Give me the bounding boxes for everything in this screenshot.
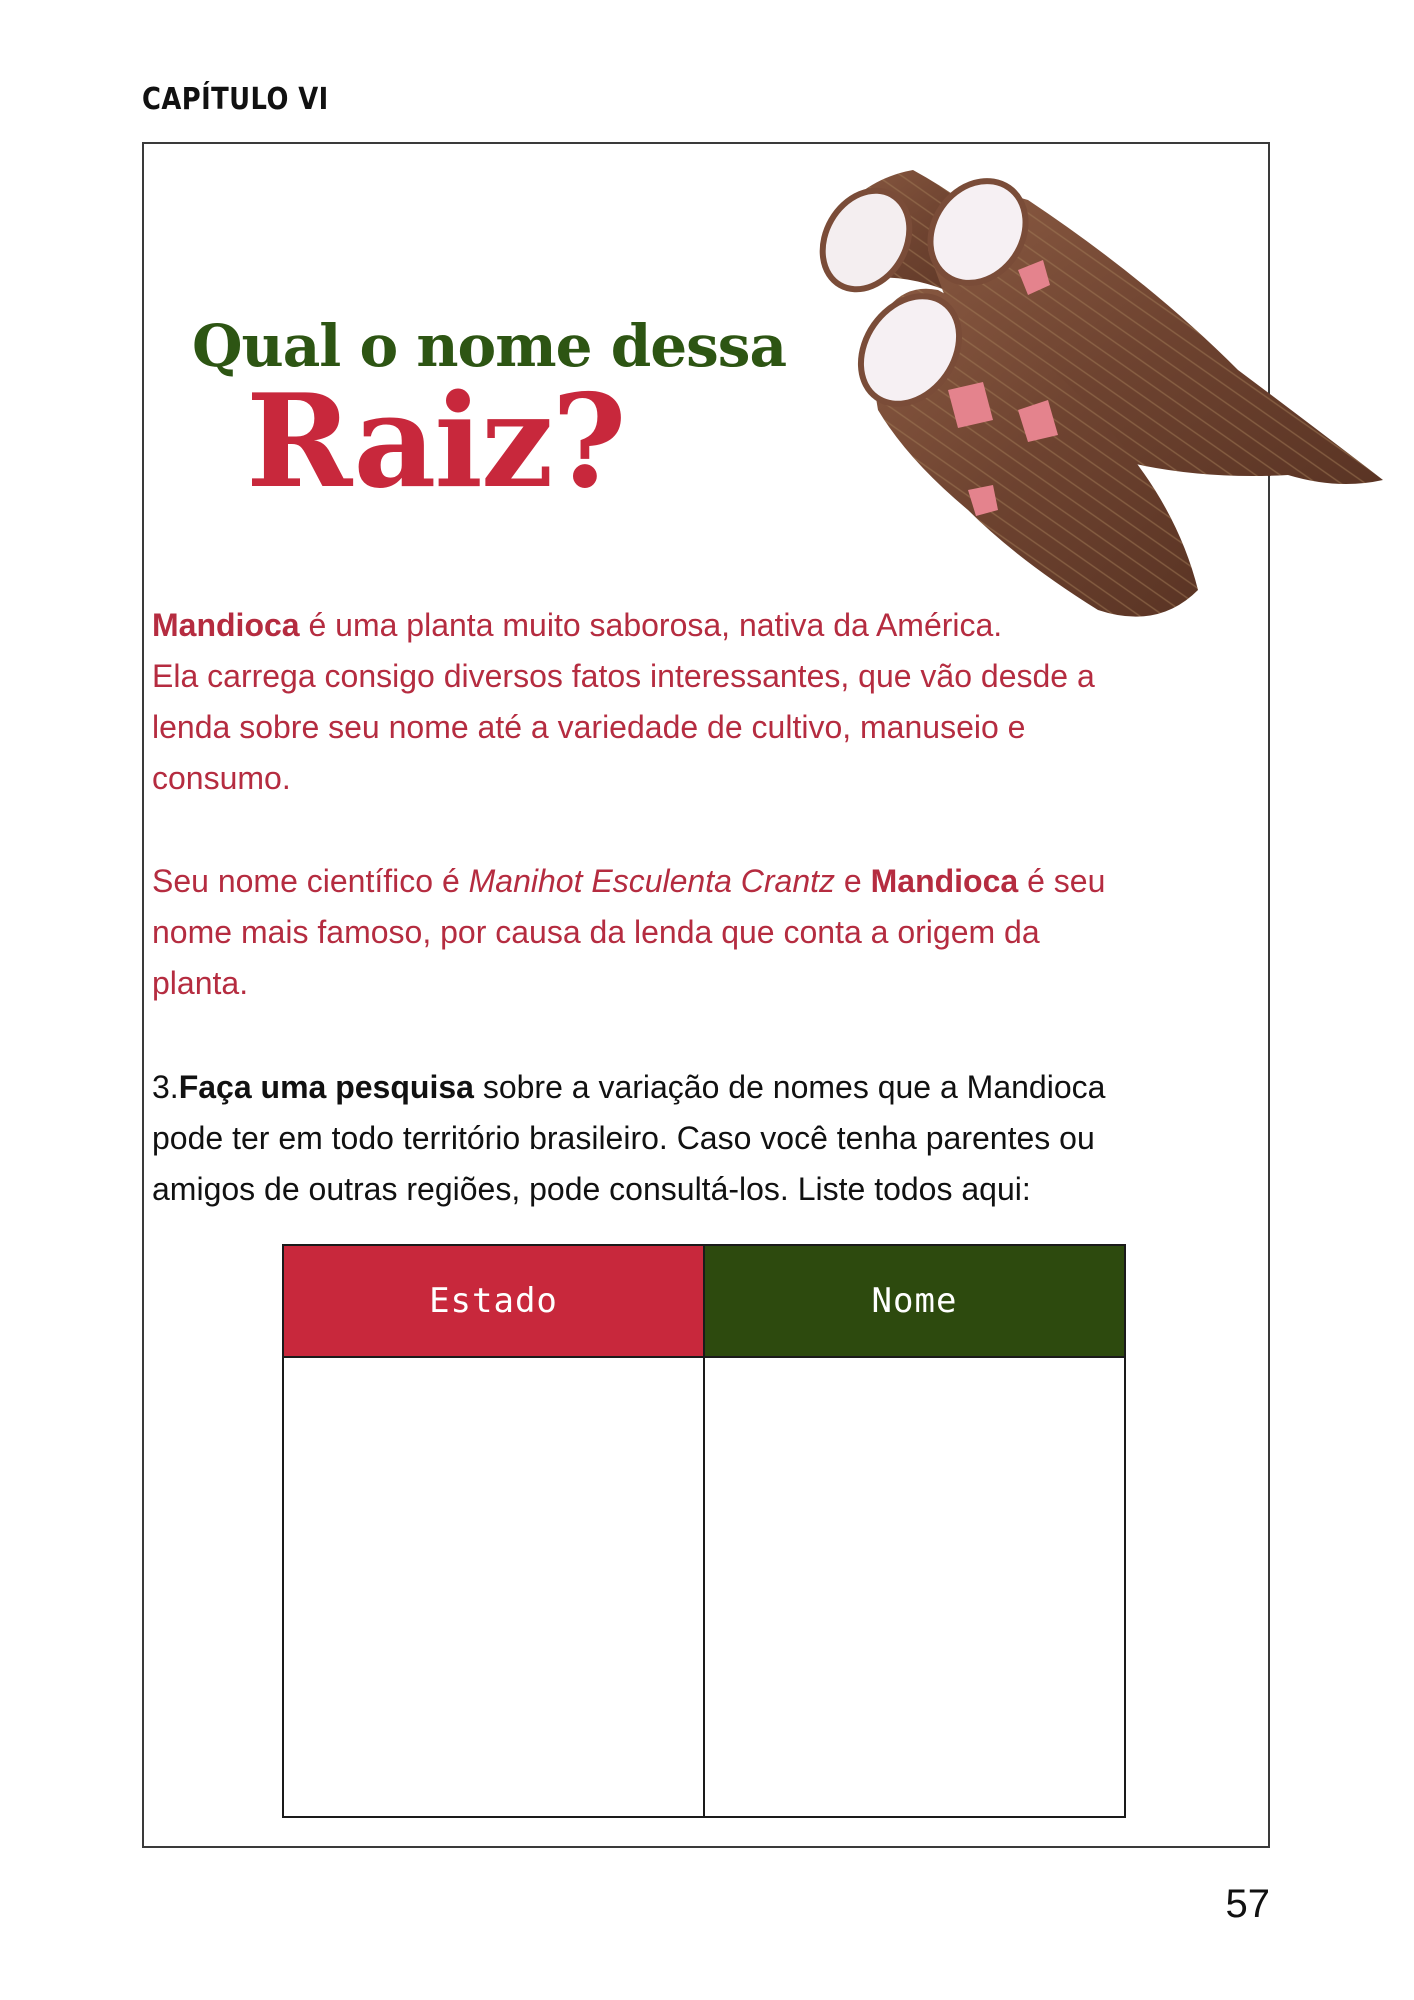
table-body xyxy=(284,1358,1124,1816)
intro-line-2: Ela carrega consigo diversos fatos interessantes, que vão desde a xyxy=(152,658,1095,694)
title-line-1: Qual o nome dessa xyxy=(192,312,787,380)
intro-line-4: consumo. xyxy=(152,760,291,796)
task-bold: Faça uma pesquisa xyxy=(178,1069,474,1105)
chapter-heading: CAPÍTULO VI xyxy=(142,82,329,117)
task-line-2: pode ter em todo território brasileiro. Caso você tenha parentes ou xyxy=(152,1120,1095,1156)
page-number: 57 xyxy=(1225,1882,1270,1926)
table-header xyxy=(284,1246,1124,1358)
scientific-post: é seu xyxy=(1018,863,1106,899)
scientific-line-3: planta. xyxy=(152,965,249,1001)
task-paragraph xyxy=(152,1062,1252,1215)
intro-bold-term: Mandioca xyxy=(152,607,300,643)
task-line-3: amigos de outras regiões, pode consultá-los. Liste todos aqui: xyxy=(152,1171,1031,1207)
scientific-pre: Seu nome científico é xyxy=(152,863,469,899)
scientific-name: Manihot Esculenta Crantz xyxy=(468,863,836,899)
answer-table xyxy=(282,1244,1126,1818)
task-number: 3. xyxy=(152,1069,179,1105)
intro-line-3: lenda sobre seu nome até a variedade de cultivo, manuseio e xyxy=(152,709,1026,745)
header-estado: Estado xyxy=(284,1246,705,1356)
cassava-roots-image xyxy=(818,160,1398,630)
scientific-bold-term: Mandioca xyxy=(870,863,1019,899)
intro-paragraph xyxy=(152,600,1252,804)
scientific-line-2: nome mais famoso, por causa da lenda que conta a origem da xyxy=(152,914,1040,950)
scientific-paragraph xyxy=(152,856,1252,1009)
intro-line-1: é uma planta muito saborosa, nativa da América. xyxy=(299,607,1003,643)
nome-cell[interactable] xyxy=(705,1358,1124,1816)
header-nome: Nome xyxy=(705,1246,1124,1356)
task-line-1: sobre a variação de nomes que a Mandioca xyxy=(473,1069,1106,1105)
scientific-mid: e xyxy=(835,863,871,899)
title-line-2: Raiz? xyxy=(246,367,625,517)
estado-cell[interactable] xyxy=(284,1358,705,1816)
